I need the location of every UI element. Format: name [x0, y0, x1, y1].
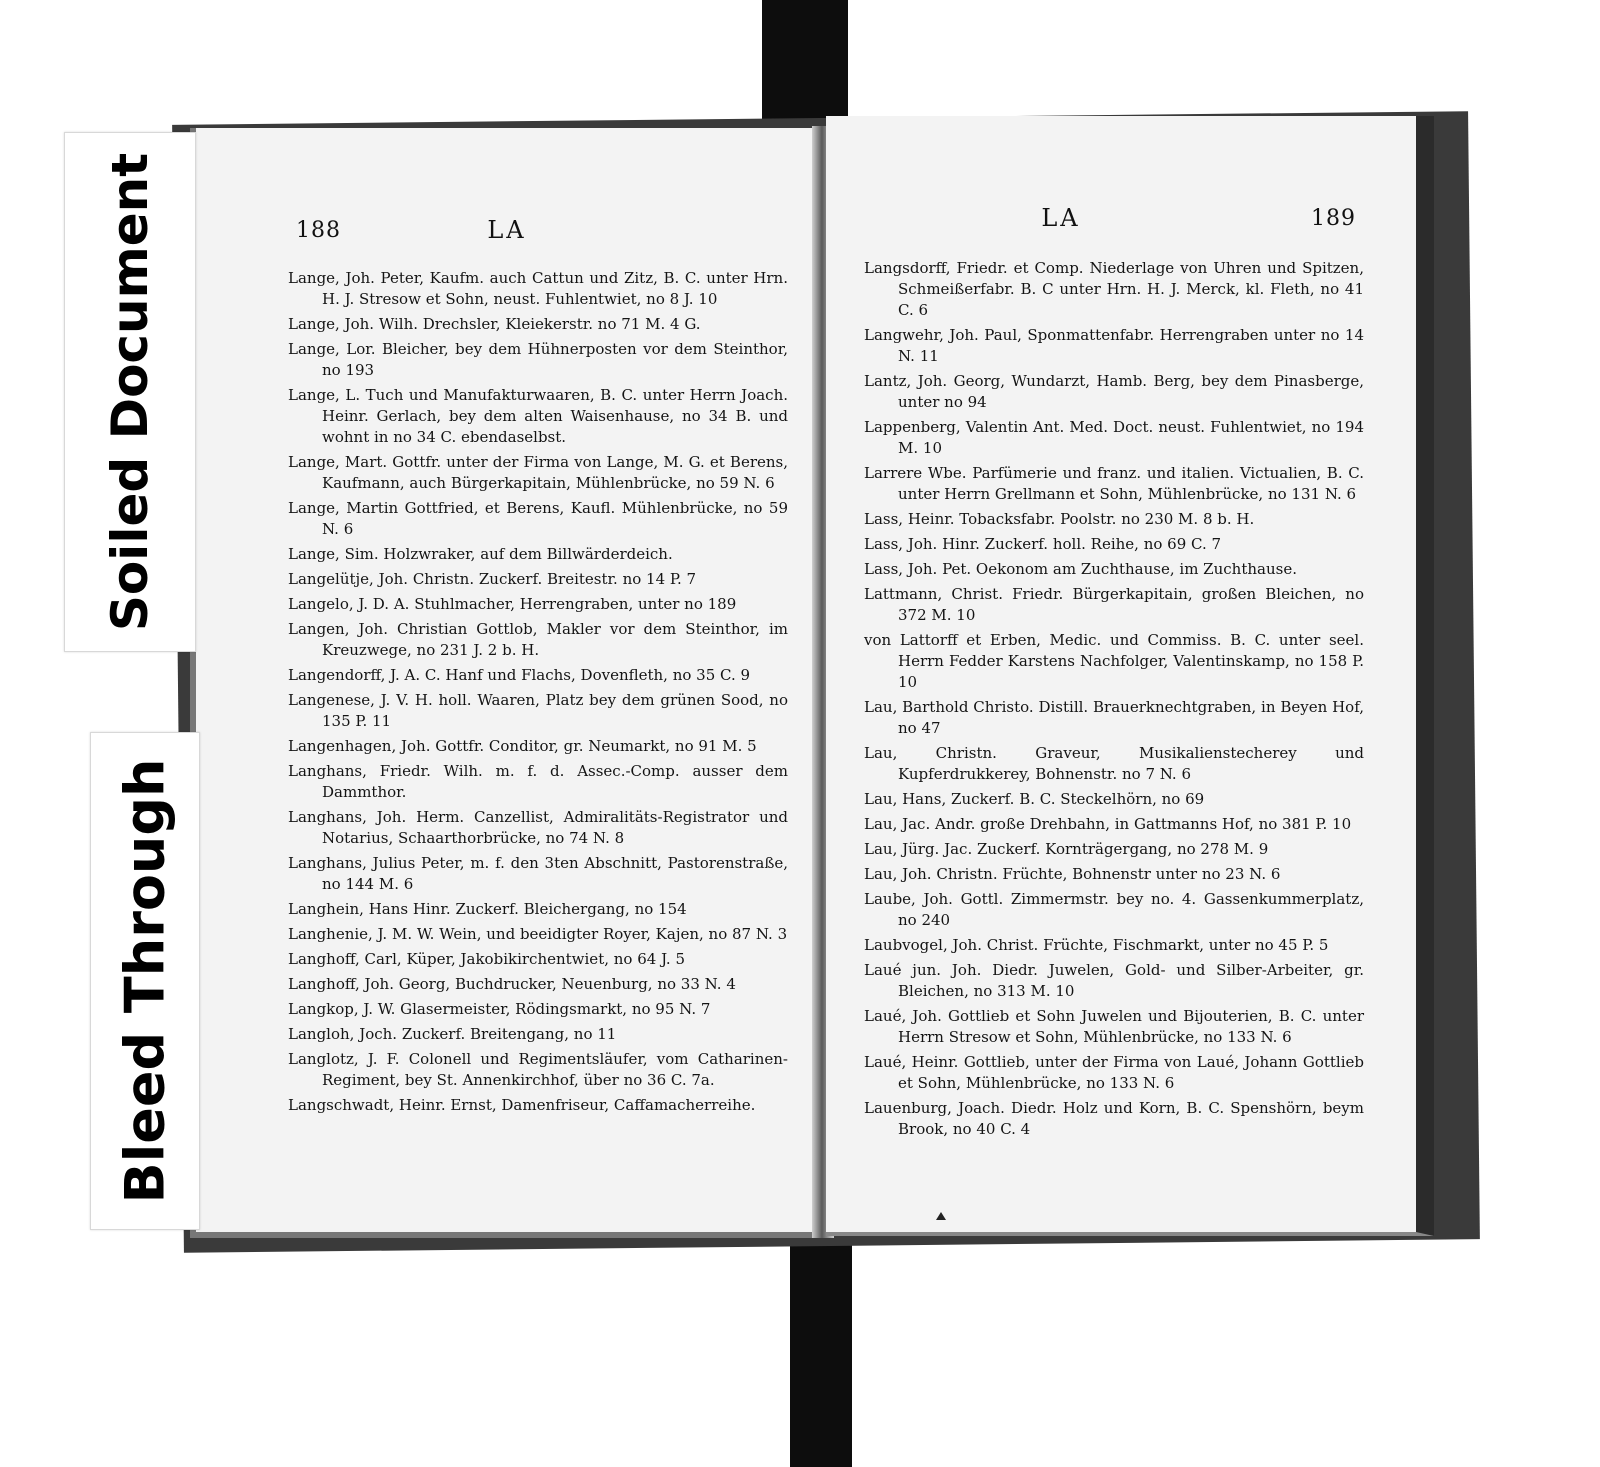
directory-entry: Laué jun. Joh. Diedr. Juwelen, Gold- und Silber-Arbeiter, gr. Bleichen, no 313 M. 10 [864, 961, 1364, 1000]
directory-entry: Lange, Joh. Wilh. Drechsler, Kleiekerstr. no 71 M. 4 G. [288, 315, 701, 333]
directory-entry: Laube, Joh. Gottl. Zimmermstr. bey no. 4. Gassenkummerplatz, no 240 [864, 890, 1364, 929]
directory-entry: Lass, Heinr. Tobacksfabr. Poolstr. no 230 M. 8 b. H. [864, 510, 1255, 528]
directory-entry: Lange, L. Tuch und Manufakturwaaren, B. C. unter Herrn Joach. Heinr. Gerlach, bey dem alten Waisenhause, no 34 B. und wohnt in no 34 C. ebendaselbst. [288, 386, 788, 446]
directory-entry: Langhans, Julius Peter, m. f. den 3ten Abschnitt, Pastorenstraße, no 144 M. 6 [288, 854, 788, 893]
directory-entry: Lange, Lor. Bleicher, bey dem Hühnerposten vor dem Steinthor, no 193 [288, 340, 788, 379]
right-entry-list [864, 258, 1364, 1144]
directory-entry: Langhans, Joh. Herm. Canzellist, Admiralitäts-Registrator und Notarius, Schaarthorbrücke, no 74 N. 8 [288, 808, 788, 847]
directory-entry: Lange, Joh. Peter, Kaufm. auch Cattun und Zitz, B. C. unter Hrn. H. J. Stresow et Sohn, neust. Fuhlentwiet, no 8 J. 10 [288, 269, 788, 308]
directory-entry: Lau, Barthold Christo. Distill. Brauerknechtgraben, in Beyen Hof, no 47 [864, 698, 1364, 737]
directory-entry: Lau, Joh. Christn. Früchte, Bohnenstr unter no 23 N. 6 [864, 865, 1281, 883]
directory-entry: Langenese, J. V. H. holl. Waaren, Platz bey dem grünen Sood, no 135 P. 11 [288, 691, 788, 730]
bottom-binding-strip [790, 1225, 852, 1467]
directory-entry: Lange, Martin Gottfried, et Berens, Kaufl. Mühlenbrücke, no 59 N. 6 [288, 499, 788, 538]
directory-entry: Lass, Joh. Hinr. Zuckerf. holl. Reihe, no 69 C. 7 [864, 535, 1222, 553]
directory-entry: Langsdorff, Friedr. et Comp. Niederlage von Uhren und Spitzen, Schmeißerfabr. B. C unter Hrn. H. J. Merck, kl. Fleth, no 41 C. 6 [864, 259, 1364, 319]
directory-entry: Langelütje, Joh. Christn. Zuckerf. Breitestr. no 14 P. 7 [288, 570, 697, 588]
directory-entry: Langen, Joh. Christian Gottlob, Makler vor dem Steinthor, im Kreuzwege, no 231 J. 2 b. H. [288, 620, 788, 659]
directory-entry: Langschwadt, Heinr. Ernst, Damenfriseur, Caffamacherreihe. [288, 1096, 756, 1114]
directory-entry: Langelo, J. D. A. Stuhlmacher, Herrengraben, unter no 189 [288, 595, 737, 613]
directory-entry: Langendorff, J. A. C. Hanf und Flachs, Dovenfleth, no 35 C. 9 [288, 666, 751, 684]
directory-entry: Laué, Joh. Gottlieb et Sohn Juwelen und Bijouterien, B. C. unter Herrn Stresow et Sohn, Mühlenbrücke, no 133 N. 6 [864, 1007, 1364, 1046]
left-page-header [196, 216, 818, 256]
directory-entry: Langhenie, J. M. W. Wein, und beeidigter Royer, Kajen, no 87 N. 3 [288, 925, 788, 943]
directory-entry: Langhein, Hans Hinr. Zuckerf. Bleichergang, no 154 [288, 900, 687, 918]
directory-entry: Langkop, J. W. Glasermeister, Rödingsmarkt, no 95 N. 7 [288, 1000, 711, 1018]
bleed-through-text: Bleed Through [113, 758, 177, 1204]
directory-entry: Langenhagen, Joh. Gottfr. Conditor, gr. Neumarkt, no 91 M. 5 [288, 737, 757, 755]
directory-entry: Lauenburg, Joach. Diedr. Holz und Korn, B. C. Spenshörn, beym Brook, no 40 C. 4 [864, 1099, 1364, 1138]
directory-entry: Lass, Joh. Pet. Oekonom am Zuchthause, im Zuchthause. [864, 560, 1297, 578]
directory-entry: Langhans, Friedr. Wilh. m. f. d. Assec.-Comp. ausser dem Dammthor. [288, 762, 788, 801]
page-marker-triangle [936, 1212, 946, 1220]
directory-entry: Lau, Jürg. Jac. Zuckerf. Kornträgergang, no 278 M. 9 [864, 840, 1269, 858]
directory-entry: von Lattorff et Erben, Medic. und Commiss. B. C. unter seel. Herrn Fedder Karstens Nachfolger, Valentinskamp, no 158 P. 10 [864, 631, 1364, 691]
directory-entry: Laué, Heinr. Gottlieb, unter der Firma von Laué, Johann Gottlieb et Sohn, Mühlenbrücke, no 133 N. 6 [864, 1053, 1364, 1092]
directory-entry: Larrere Wbe. Parfümerie und franz. und italien. Victualien, B. C. unter Herrn Grellmann et Sohn, Mühlenbrücke, no 131 N. 6 [864, 464, 1364, 503]
directory-entry: Lau, Christn. Graveur, Musikalienstecherey und Kupferdrukkerey, Bohnenstr. no 7 N. 6 [864, 744, 1364, 783]
directory-entry: Lappenberg, Valentin Ant. Med. Doct. neust. Fuhlentwiet, no 194 M. 10 [864, 418, 1364, 457]
directory-entry: Langlotz, J. F. Colonell und Regimentsläufer, vom Catharinen-Regiment, bey St. Annenkirchhof, über no 36 C. 7a. [288, 1050, 788, 1089]
left-entry-list [288, 268, 788, 1120]
left-section-heading: LA [487, 216, 527, 244]
page-edges [1416, 116, 1434, 1232]
directory-entry: Lau, Jac. Andr. große Drehbahn, in Gattmanns Hof, no 381 P. 10 [864, 815, 1352, 833]
directory-entry: Langhoff, Joh. Georg, Buchdrucker, Neuenburg, no 33 N. 4 [288, 975, 736, 993]
soiled-document-label [64, 132, 196, 652]
bleed-through-label [90, 732, 200, 1230]
soiled-document-text: Soiled Document [101, 152, 159, 632]
directory-entry: Langloh, Joch. Zuckerf. Breitengang, no 11 [288, 1025, 617, 1043]
directory-entry: Laubvogel, Joh. Christ. Früchte, Fischmarkt, unter no 45 P. 5 [864, 936, 1329, 954]
right-section-heading: LA [1041, 204, 1081, 232]
right-page-header [826, 204, 1416, 244]
directory-entry: Lantz, Joh. Georg, Wundarzt, Hamb. Berg, bey dem Pinasberge, unter no 94 [864, 372, 1364, 411]
left-page-number: 188 [296, 218, 341, 243]
left-page [190, 128, 818, 1238]
directory-entry: Lange, Sim. Holzwraker, auf dem Billwärderdeich. [288, 545, 673, 563]
directory-entry: Lau, Hans, Zuckerf. B. C. Steckelhörn, no 69 [864, 790, 1205, 808]
right-page-number: 189 [1311, 206, 1356, 231]
directory-entry: Lange, Mart. Gottfr. unter der Firma von Lange, M. G. et Berens, Kaufmann, auch Bürgerkapitain, Mühlenbrücke, no 59 N. 6 [288, 453, 788, 492]
right-page [826, 116, 1434, 1236]
directory-entry: Lattmann, Christ. Friedr. Bürgerkapitain, großen Bleichen, no 372 M. 10 [864, 585, 1364, 624]
directory-entry: Langhoff, Carl, Küper, Jakobikirchentwiet, no 64 J. 5 [288, 950, 685, 968]
directory-entry: Langwehr, Joh. Paul, Sponmattenfabr. Herrengraben unter no 14 N. 11 [864, 326, 1364, 365]
